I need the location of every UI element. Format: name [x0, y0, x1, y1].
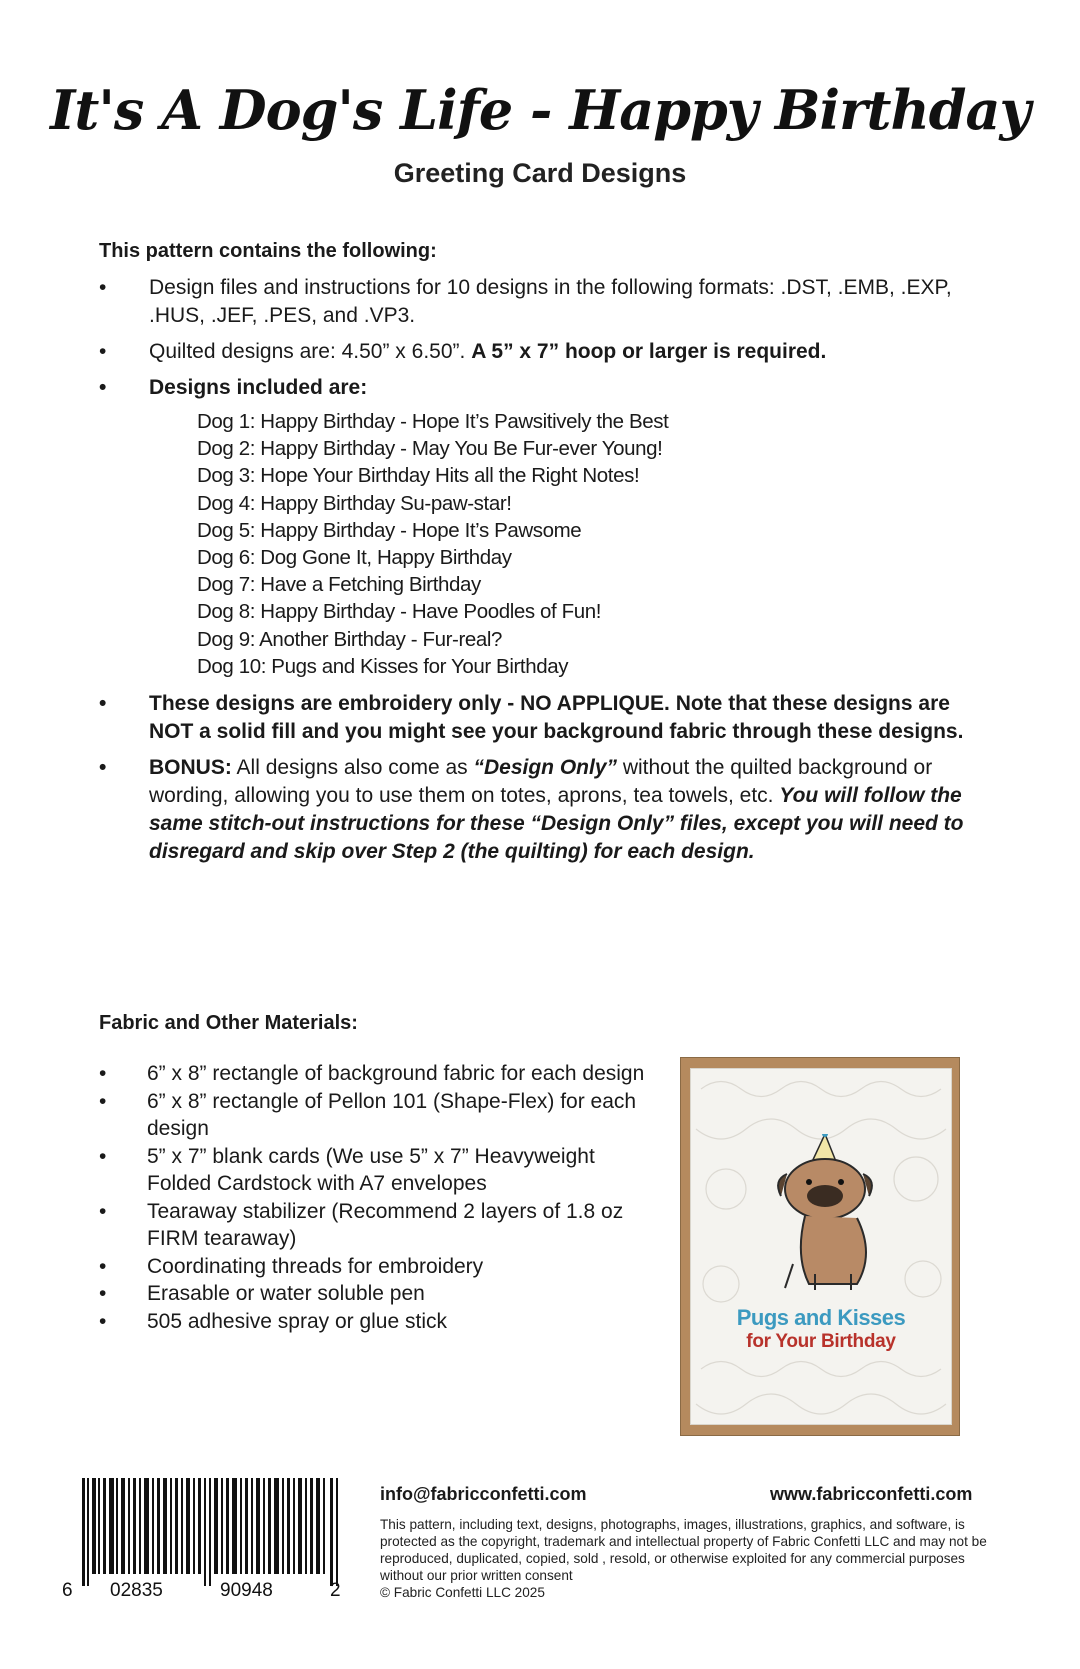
bonus-instructions: You will follow the same stitch-out instructions for these “Design Only” files, except you will need to disregard and skip over Step 2 (the quilting) for each design. — [149, 784, 964, 864]
pug-illustration — [753, 1134, 893, 1294]
barcode — [82, 1478, 342, 1588]
pug-muzzle — [807, 1185, 843, 1207]
bullet: • — [99, 1199, 107, 1223]
bullet: • — [99, 1089, 107, 1113]
pug-body — [801, 1216, 866, 1284]
material-item — [99, 1308, 659, 1336]
bullet: • — [99, 692, 107, 716]
design-item: Dog 7: Have a Fetching Birthday — [197, 573, 481, 597]
materials-heading: Fabric and Other Materials: — [99, 1012, 358, 1034]
design-item: Dog 4: Happy Birthday Su-paw-star! — [197, 491, 512, 515]
bullet: • — [99, 1254, 107, 1278]
page-title: It's A Dog's Life - Happy Birthday — [50, 78, 1030, 142]
bullet: • — [99, 340, 107, 363]
design-item: Dog 9: Another Birthday - Fur-real? — [197, 627, 503, 651]
design-item: Dog 10: Pugs and Kisses for Your Birthday — [197, 654, 569, 678]
material-item — [99, 1253, 659, 1281]
card-quilted-panel — [690, 1068, 952, 1425]
material-item — [99, 1088, 659, 1143]
list-item — [99, 274, 979, 330]
design-item: Dog 2: Happy Birthday - May You Be Fur-ever Young! — [197, 437, 663, 461]
material-text: 505 adhesive spray or glue stick — [147, 1309, 447, 1333]
embroidery-note: These designs are embroidery only - NO APPLIQUE. Note that these designs are NOT a solid fill and you might see your background fabric through these designs. — [149, 692, 964, 744]
bonus-design-only: “Design Only” — [473, 756, 617, 780]
material-text: 6” x 8” rectangle of background fabric for each design — [147, 1062, 645, 1085]
list-item — [99, 754, 979, 866]
barcode-digit-check: 2 — [330, 1580, 341, 1601]
designs-list — [149, 408, 979, 680]
material-item — [99, 1198, 659, 1253]
bullet: • — [99, 756, 107, 780]
bullet: • — [99, 376, 107, 399]
website-link[interactable]: www.fabricconfetti.com — [770, 1484, 973, 1504]
design-item: Dog 1: Happy Birthday - Hope It’s Pawsitively the Best — [197, 410, 669, 433]
material-text: Coordinating threads for embroidery — [147, 1254, 484, 1278]
bonus-label: BONUS: — [149, 756, 232, 780]
list-item — [99, 374, 979, 680]
email-link[interactable]: info@fabricconfetti.com — [380, 1484, 587, 1504]
bonus-text: without the quilted background or wording, allowing you to use them on totes, aprons, tea towels, etc. — [149, 756, 933, 808]
bullet: • — [99, 1062, 107, 1085]
material-text: Tearaway stabilizer (Recommend 2 layers of 1.8 oz FIRM tearaway) — [147, 1199, 624, 1250]
contents-list — [99, 274, 979, 874]
barcode-digits-right: 90948 — [220, 1580, 273, 1601]
material-item — [99, 1060, 659, 1088]
bullet: • — [99, 1282, 107, 1305]
formats-text: Design files and instructions for 10 designs in the following formats: .DST, .EMB, .EXP, .HUS, .JEF, .PES, and .VP3. — [149, 276, 952, 327]
barcode-digits-left: 02835 — [110, 1580, 163, 1601]
size-text: Quilted designs are: 4.50” x 6.50”. — [149, 340, 466, 363]
legal-notice — [380, 1516, 1000, 1601]
design-item: Dog 6: Dog Gone It, Happy Birthday — [197, 546, 512, 570]
bonus-text: All designs also come as — [231, 756, 474, 780]
list-item — [99, 690, 979, 746]
material-text: Erasable or water soluble pen — [147, 1282, 425, 1305]
designs-heading: Designs included are: — [149, 376, 368, 399]
legal-text: This pattern, including text, designs, photographs, images, illustrations, graphics, and software, is protected as the copyright, trademark and intellectual property of Fabric Confetti LLC and may not be reproduced, duplicated, copied, sold , resold, or otherwise exploited for any commercial purposes without our prior written consent — [380, 1517, 987, 1583]
materials-list — [99, 1060, 659, 1335]
design-item: Dog 3: Hope Your Birthday Hits all the Right Notes! — [197, 464, 640, 488]
contents-heading: This pattern contains the following: — [99, 240, 437, 262]
barcode-bars — [82, 1478, 338, 1586]
copyright: © Fabric Confetti LLC 2025 — [380, 1585, 545, 1600]
hoop-requirement: A 5” x 7” hoop or larger is required. — [471, 340, 827, 363]
card-text-line2: for Your Birthday — [746, 1331, 896, 1352]
card-photo — [680, 1057, 960, 1436]
list-item — [99, 338, 979, 366]
bullet: • — [99, 1309, 107, 1333]
material-text: 6” x 8” rectangle of Pellon 101 (Shape-Flex) for each design — [147, 1089, 637, 1140]
bullet: • — [99, 1144, 107, 1168]
material-item — [99, 1143, 659, 1198]
design-item: Dog 5: Happy Birthday - Hope It’s Pawsome — [197, 518, 582, 542]
material-item — [99, 1280, 659, 1308]
barcode-digit-first: 6 — [62, 1580, 73, 1601]
hat-pompom — [822, 1134, 828, 1137]
design-item: Dog 8: Happy Birthday - Have Poodles of Fun! — [197, 600, 602, 624]
bullet: • — [99, 276, 107, 299]
card-text-line1: Pugs and Kisses — [736, 1305, 906, 1330]
material-text: 5” x 7” blank cards (We use 5” x 7” Heavyweight Folded Cardstock with A7 envelopes — [147, 1144, 595, 1195]
page-subtitle: Greeting Card Designs — [393, 158, 687, 188]
